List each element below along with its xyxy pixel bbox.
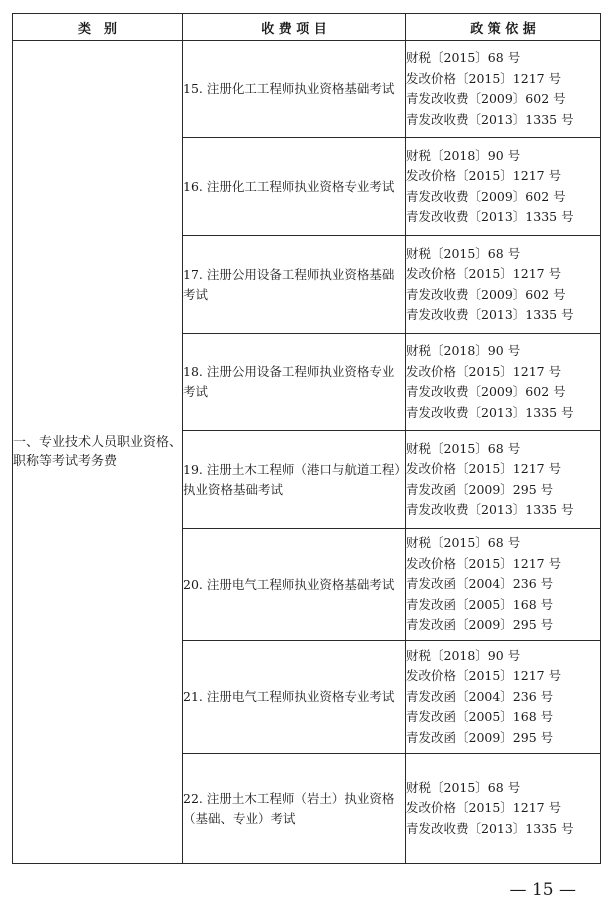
- fee-item-cell: 21. 注册电气工程师执业资格专业考试: [183, 641, 406, 754]
- policy-basis-line: 财税〔2018〕90 号: [406, 147, 521, 163]
- policy-basis-cell: [406, 334, 601, 431]
- page-number: — 15 —: [509, 880, 576, 900]
- policy-basis-line: 青发改收费〔2009〕602 号: [406, 286, 566, 302]
- header-category: 类 别: [13, 14, 183, 41]
- policy-basis-line: 青发改函〔2004〕236 号: [406, 688, 554, 704]
- fee-item-cell: 19. 注册土木工程师（港口与航道工程）执业资格基础考试: [183, 431, 406, 529]
- policy-basis-cell: [406, 41, 601, 138]
- policy-basis-line: 财税〔2015〕68 号: [406, 535, 521, 551]
- policy-basis-line: 发改价格〔2015〕1217 号: [406, 168, 562, 183]
- policy-basis-line: 青发改函〔2004〕236 号: [406, 576, 554, 592]
- policy-basis-line: 青发改收费〔2009〕602 号: [406, 384, 566, 399]
- policy-basis-line: 发改价格〔2015〕1217 号: [406, 363, 562, 379]
- policy-basis-line: 青发改收费〔2013〕1335 号: [406, 209, 574, 224]
- policy-basis-line: 财税〔2015〕68 号: [406, 50, 521, 65]
- policy-basis-cell: [406, 754, 601, 864]
- policy-basis-cell: [406, 529, 601, 641]
- policy-basis-line: 发改价格〔2015〕1217 号: [406, 266, 562, 281]
- policy-basis-line: 青发改收费〔2013〕1335 号: [406, 307, 574, 322]
- policy-basis-line: 青发改函〔2009〕295 号: [406, 729, 554, 745]
- header-basis: 政 策 依 据: [406, 14, 601, 41]
- policy-basis-line: 财税〔2018〕90 号: [406, 343, 521, 358]
- fee-item-cell: 16. 注册化工工程师执业资格专业考试: [183, 138, 406, 236]
- policy-basis-line: 发改价格〔2015〕1217 号: [406, 668, 562, 684]
- fee-item-cell: 20. 注册电气工程师执业资格基础考试: [183, 529, 406, 641]
- policy-basis-line: 发改价格〔2015〕1217 号: [406, 461, 562, 476]
- fee-item-cell: 22. 注册土木工程师（岩土）执业资格（基础、专业）考试: [183, 754, 406, 864]
- policy-basis-cell: [406, 138, 601, 236]
- fee-item-cell: 15. 注册化工工程师执业资格基础考试: [183, 41, 406, 138]
- policy-basis-line: 青发改函〔2009〕295 号: [406, 481, 554, 497]
- policy-basis-line: 青发改函〔2005〕168 号: [406, 596, 554, 612]
- category-cell: 一、专业技术人员职业资格、职称等考试考务费: [13, 41, 183, 864]
- policy-basis-line: 发改价格〔2015〕1217 号: [406, 70, 562, 86]
- policy-basis-line: 财税〔2015〕68 号: [406, 779, 521, 795]
- fee-item-cell: 18. 注册公用设备工程师执业资格专业考试: [183, 334, 406, 431]
- table-row: [13, 41, 601, 138]
- policy-basis-line: 财税〔2018〕90 号: [406, 647, 521, 663]
- policy-basis-line: 青发改收费〔2013〕1335 号: [406, 111, 574, 127]
- table-body: [13, 41, 601, 864]
- policy-basis-line: 发改价格〔2015〕1217 号: [406, 800, 562, 816]
- policy-basis-cell: [406, 641, 601, 754]
- policy-basis-line: 青发改收费〔2009〕602 号: [406, 91, 566, 106]
- policy-basis-line: 青发改收费〔2009〕602 号: [406, 188, 566, 204]
- policy-basis-cell: [406, 236, 601, 334]
- policy-basis-line: 青发改收费〔2013〕1335 号: [406, 502, 574, 517]
- policy-basis-line: 青发改收费〔2013〕1335 号: [406, 404, 574, 420]
- policy-basis-line: 青发改函〔2005〕168 号: [406, 709, 554, 725]
- policy-basis-line: 财税〔2015〕68 号: [406, 440, 521, 456]
- policy-basis-line: 青发改函〔2009〕295 号: [406, 617, 554, 633]
- policy-basis-line: 发改价格〔2015〕1217 号: [406, 555, 562, 571]
- policy-basis-cell: [406, 431, 601, 529]
- fee-item-cell: 17. 注册公用设备工程师执业资格基础考试: [183, 236, 406, 334]
- header-item: 收 费 项 目: [183, 14, 406, 41]
- policy-basis-line: 财税〔2015〕68 号: [406, 245, 521, 261]
- fee-table: [12, 13, 601, 864]
- policy-basis-line: 青发改收费〔2013〕1335 号: [406, 820, 574, 836]
- header-row: [13, 14, 601, 41]
